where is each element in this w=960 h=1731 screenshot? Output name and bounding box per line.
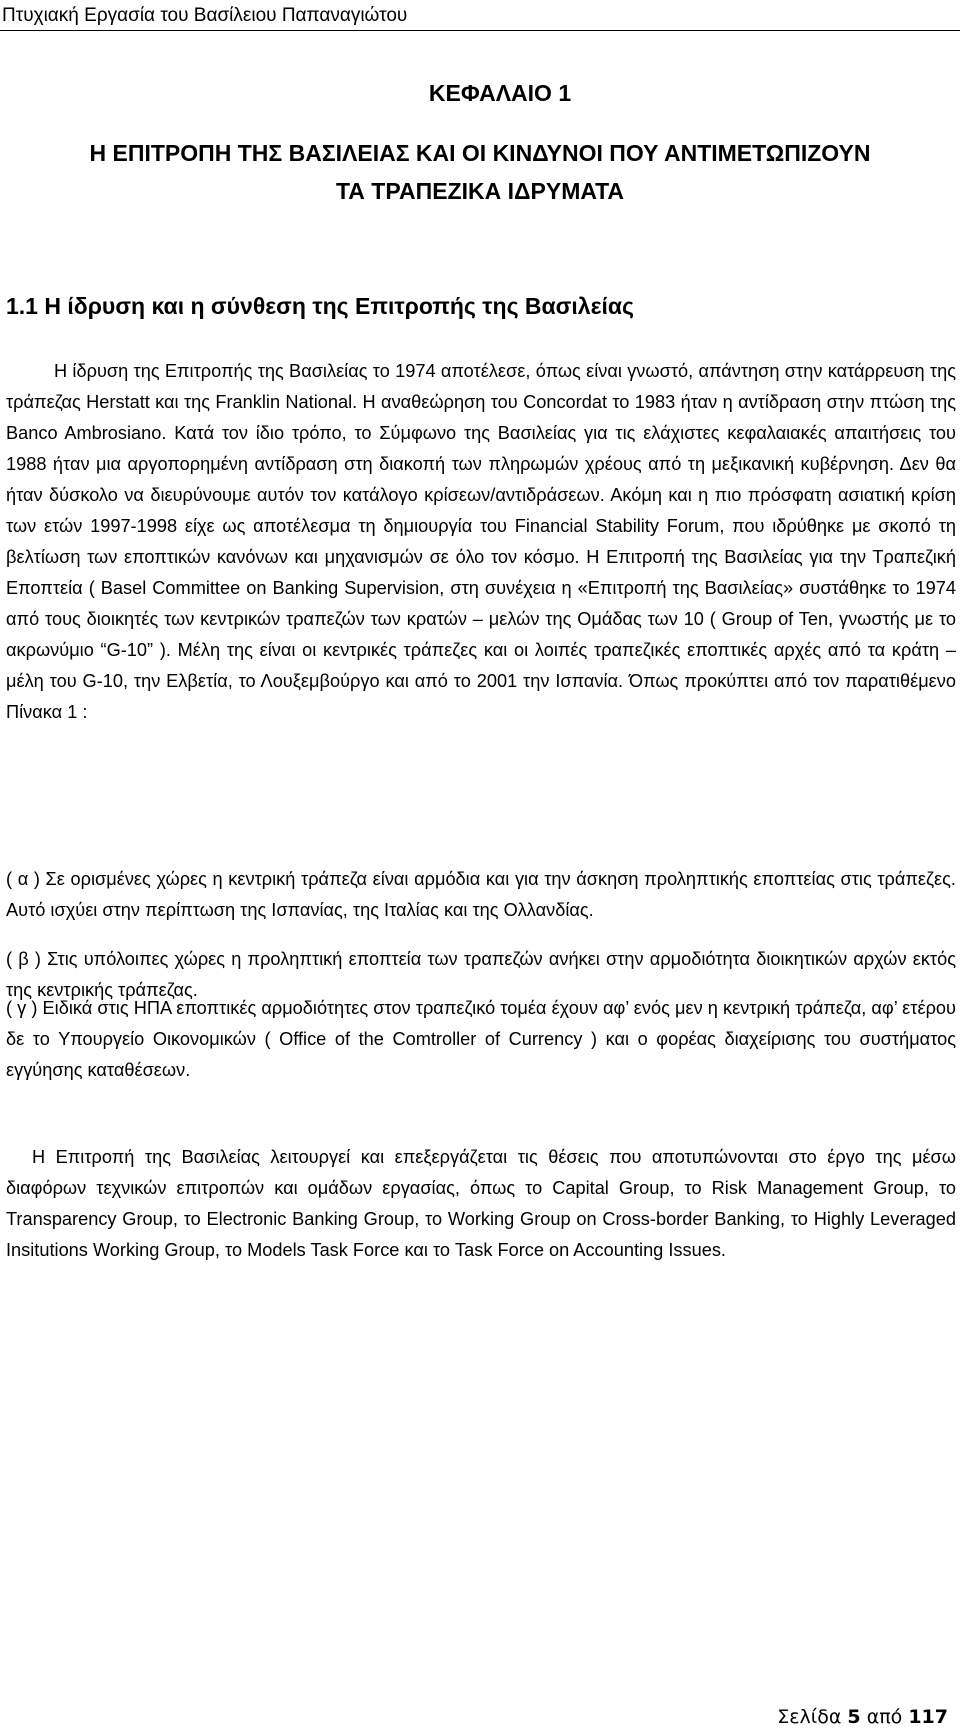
list-item-b: ( β ) Στις υπόλοιπες χώρες η προληπτική εποπτεία των τραπεζών ανήκει στην αρμοδιότητα διοικητικών αρχών εκτός της κεντρικής τράπεζας. [6, 949, 956, 1000]
total-pages: 117 [908, 1706, 948, 1728]
page-word: Σελίδα [777, 1706, 842, 1728]
header-divider [0, 30, 960, 31]
chapter-title-line2: ΤΑ ΤΡΑΠΕΖΙΚΑ ΙΔΡΥΜΑΤΑ [335, 178, 625, 204]
section-heading: 1.1 Η ίδρυση και η σύνθεση της Επιτροπής της Βασιλείας [6, 293, 634, 319]
chapter-title [0, 134, 960, 210]
of-word: από [866, 1706, 903, 1728]
chapter-label: ΚΕΦΑΛΑΙΟ 1 [428, 80, 572, 106]
body-paragraph-closing: Η Επιτροπή της Βασιλείας λειτουργεί και επεξεργάζεται τις θέσεις που αποτυπώνονται στο έργο της μέσω διαφόρων τεχνικών επιτροπών και ομάδων εργασίας, όπως το Capital Group, το Risk Management Group, το Transparency Group, το Electronic Banking Group, το Working Group on Cross-border Banking, το Highly Leveraged Insitutions Working Group, το Models Task Force και το Task Force on Accounting Issues. [6, 1147, 956, 1260]
chapter-title-line1: Η ΕΠΙΤΡΟΠΗ ΤΗΣ ΒΑΣΙΛΕΙΑΣ ΚΑΙ ΟΙ ΚΙΝΔΥΝΟΙ ΠΟΥ ΑΝΤΙΜΕΤΩΠΙΖΟΥΝ [89, 140, 871, 166]
page-footer [777, 1704, 948, 1730]
list-item-c: ( γ ) Ειδικά στις ΗΠΑ εποπτικές αρμοδιότητες στον τραπεζικό τομέα έχουν αφ’ ενός μεν η κεντρική τράπεζα, αφ’ ετέρου δε το Υπουργείο Οικονομικών ( Office of the Comtroller of Currency ) και ο φορέας διαχείρισης του συστήματος εγγύησης καταθέσεων. [6, 998, 956, 1080]
page-number: 5 [847, 1706, 861, 1728]
running-header: Πτυχιακή Εργασία του Βασίλειου Παπαναγιώτου [2, 5, 408, 26]
list-item-a: ( α ) Σε ορισμένες χώρες η κεντρική τράπεζα είναι αρμόδια και για την άσκηση προληπτικής εποπτείας στις τράπεζες. Αυτό ισχύει στην περίπτωση της Ισπανίας, της Ιταλίας και της Ολλανδίας. [6, 869, 956, 920]
body-paragraph-main: Η ίδρυση της Επιτροπής της Βασιλείας το 1974 αποτέλεσε, όπως είναι γνωστό, απάντηση στην κατάρρευση της τράπεζας Herstatt και της Franklin National. Η αναθεώρηση του Concordat το 1983 ήταν η αντίδραση στην πτώση της Banco Ambrosiano. Κατά τον ίδιο τρόπο, το Σύμφωνο της Βασιλείας για τις ελάχιστες κεφαλαιακές απαιτήσεις του 1988 ήταν μια αργοπορημένη αντίδραση στη διακοπή των πληρωμών χρέους από τη μεξικανική κυβέρνηση. Δεν θα ήταν δύσκολο να διευρύνουμε αυτόν τον κατάλογο κρίσεων/αντιδράσεων. Ακόμη και η πιο πρόσφατη ασιατική κρίση των ετών 1997-1998 είχε ως αποτέλεσμα τη δημιουργία του Financial Stability Forum, που ιδρύθηκε με σκοπό τη βελτίωση των εποπτικών κανόνων και μηχανισμών σε όλο τον κόσμο. Η Επιτροπή της Βασιλείας για την Τραπεζική Εποπτεία ( Basel Committee on Banking Supervision, στη συνέχεια η «Επιτροπή της Βασιλείας» συστάθηκε το 1974 από τους διοικητές των κεντρικών τραπεζών των κρατών – μελών της Ομάδας των 10 ( Group of Ten, γνωστής με το ακρωνύμιο “G-10” ). Μέλη της είναι οι κεντρικές τράπεζες και οι λοιπές τραπεζικές εποπτικές αρχές από τα κράτη – μέλη του G-10, την Ελβετία, το Λουξεμβούργο και από το 2001 την Ισπανία. Όπως προκύπτει από τον παρατιθέμενο Πίνακα 1 : [6, 361, 956, 722]
